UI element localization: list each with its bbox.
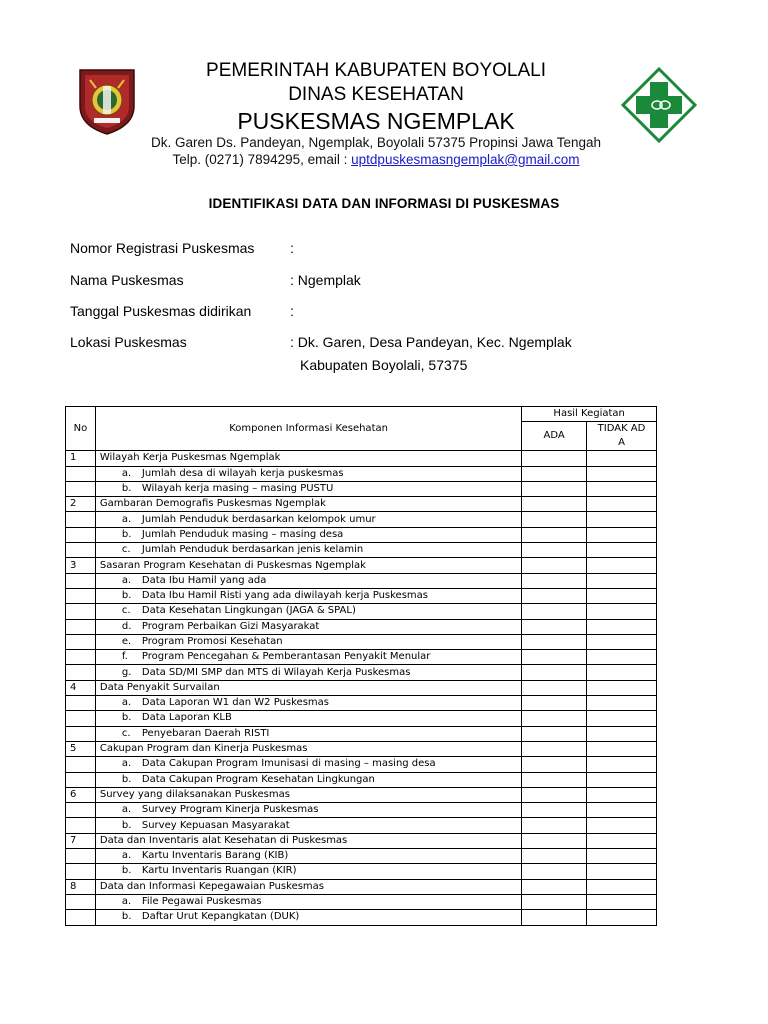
item-letter: a. <box>121 467 132 479</box>
item-text: Wilayah kerja masing – masing PUSTU <box>141 483 334 495</box>
ada-cell[interactable] <box>522 711 587 726</box>
item-letter: b. <box>121 528 132 540</box>
tidak-ada-cell[interactable] <box>587 879 657 894</box>
col-header-tidak-line2: A <box>618 437 625 449</box>
row-number <box>66 481 96 496</box>
item-letter: a. <box>121 804 132 816</box>
tidak-ada-cell[interactable] <box>587 680 657 695</box>
table-row <box>66 558 657 573</box>
item-text: File Pegawai Puskesmas <box>141 896 262 908</box>
section-title: Data dan Inventaris alat Kesehatan di Puskesmas <box>95 833 521 848</box>
item-text: Program Perbaikan Gizi Masyarakat <box>141 620 320 632</box>
item-text: Data SD/MI SMP dan MTS di Wilayah Kerja Puskesmas <box>141 666 411 678</box>
row-number <box>66 696 96 711</box>
item-letter: f. <box>121 651 128 663</box>
table-row <box>66 665 657 680</box>
row-number <box>66 818 96 833</box>
row-number <box>66 512 96 527</box>
row-number <box>66 803 96 818</box>
item-text: Survey Kepuasan Masyarakat <box>141 819 290 831</box>
item-text: Program Promosi Kesehatan <box>141 636 283 647</box>
ada-cell[interactable] <box>522 680 587 695</box>
table-row <box>66 588 657 603</box>
header-agency: DINAS KESEHATAN <box>288 84 464 105</box>
item-cell <box>95 696 521 711</box>
ada-cell[interactable] <box>522 466 587 481</box>
table-row <box>66 879 657 894</box>
tidak-ada-cell[interactable] <box>587 757 657 772</box>
item-cell <box>95 543 521 558</box>
checklist-table <box>65 406 657 926</box>
info-value: : Ngemplak <box>290 272 361 288</box>
row-number <box>66 650 96 665</box>
section-title: Data Penyakit Survailan <box>95 680 521 695</box>
item-letter: a. <box>121 697 132 709</box>
item-text: Survey Program Kinerja Puskesmas <box>141 804 319 816</box>
ada-cell[interactable] <box>522 787 587 802</box>
tidak-ada-cell[interactable] <box>587 711 657 726</box>
item-cell <box>95 588 521 603</box>
tidak-ada-cell[interactable] <box>587 588 657 603</box>
table-row <box>66 711 657 726</box>
tidak-ada-cell[interactable] <box>587 741 657 756</box>
ada-cell[interactable] <box>522 803 587 818</box>
table-row <box>66 619 657 634</box>
tidak-ada-cell[interactable] <box>587 558 657 573</box>
ada-cell[interactable] <box>522 910 587 925</box>
table-row <box>66 818 657 833</box>
item-letter: b. <box>121 819 132 831</box>
ada-cell[interactable] <box>522 879 587 894</box>
tidak-ada-cell[interactable] <box>587 696 657 711</box>
header-contact <box>0 152 752 167</box>
row-number <box>66 604 96 619</box>
tidak-ada-cell[interactable] <box>587 543 657 558</box>
table-row <box>66 512 657 527</box>
ada-cell[interactable] <box>522 481 587 496</box>
item-cell <box>95 512 521 527</box>
row-number <box>66 588 96 603</box>
header-address: Dk. Garen Ds. Pandeyan, Ngemplak, Boyolali 57375 Propinsi Jawa Tengah <box>150 135 601 150</box>
item-cell <box>95 665 521 680</box>
ada-cell[interactable] <box>522 558 587 573</box>
section-title: Gambaran Demografis Puskesmas Ngemplak <box>95 497 521 512</box>
item-cell <box>95 864 521 879</box>
table-row <box>66 910 657 925</box>
tidak-ada-cell[interactable] <box>587 634 657 649</box>
table-row <box>66 481 657 496</box>
item-cell <box>95 650 521 665</box>
ada-cell[interactable] <box>522 604 587 619</box>
row-number <box>66 619 96 634</box>
row-number <box>66 466 96 481</box>
item-cell <box>95 481 521 496</box>
table-row <box>66 573 657 588</box>
row-number: 1 <box>66 451 96 466</box>
item-text: Data Cakupan Program Kesehatan Lingkungan <box>141 773 375 785</box>
tidak-ada-cell[interactable] <box>587 619 657 634</box>
item-letter: b. <box>121 483 132 495</box>
tidak-ada-cell[interactable] <box>587 451 657 466</box>
table-row <box>66 772 657 787</box>
tidak-ada-cell[interactable] <box>587 497 657 512</box>
row-number <box>66 864 96 879</box>
info-label: Nama Puskesmas <box>70 272 184 288</box>
table-row <box>66 604 657 619</box>
header-puskesmas-name: PUSKESMAS NGEMPLAK <box>237 108 515 134</box>
row-number <box>66 910 96 925</box>
tidak-ada-cell[interactable] <box>587 864 657 879</box>
ada-cell[interactable] <box>522 772 587 787</box>
tidak-ada-cell[interactable] <box>587 527 657 542</box>
tidak-ada-cell[interactable] <box>587 665 657 680</box>
row-number <box>66 711 96 726</box>
row-number: 6 <box>66 787 96 802</box>
row-number: 3 <box>66 558 96 573</box>
item-letter: a. <box>121 574 132 586</box>
row-number <box>66 634 96 649</box>
email-link[interactable]: uptdpuskesmasngemplak@gmail.com <box>351 152 580 167</box>
row-number: 8 <box>66 879 96 894</box>
item-cell <box>95 849 521 864</box>
row-number: 7 <box>66 833 96 848</box>
item-text: Jumlah desa di wilayah kerja puskesmas <box>141 467 344 479</box>
tidak-ada-cell[interactable] <box>587 833 657 848</box>
ada-cell[interactable] <box>522 543 587 558</box>
item-text: Data Cakupan Program Imunisasi di masing – masing desa <box>141 758 436 770</box>
section-title: Cakupan Program dan Kinerja Puskesmas <box>95 741 521 756</box>
section-title: Survey yang dilaksanakan Puskesmas <box>95 787 521 802</box>
item-cell <box>95 634 521 649</box>
table-body <box>66 451 657 925</box>
item-letter: b. <box>121 911 132 923</box>
item-letter: c. <box>121 727 131 739</box>
table-row <box>66 849 657 864</box>
item-letter: d. <box>121 620 132 632</box>
section-title: Sasaran Program Kesehatan di Puskesmas Ngemplak <box>95 558 521 573</box>
table-row <box>66 451 657 466</box>
table-row <box>66 726 657 741</box>
tidak-ada-cell[interactable] <box>587 803 657 818</box>
info-value: : Dk. Garen, Desa Pandeyan, Kec. Ngemplak <box>290 334 572 350</box>
table-row <box>66 894 657 909</box>
info-label: Nomor Registrasi Puskesmas <box>70 240 255 256</box>
item-text: Jumlah Penduduk berdasarkan jenis kelamin <box>141 544 364 556</box>
tidak-ada-cell[interactable] <box>587 604 657 619</box>
item-letter: c. <box>121 605 131 617</box>
tidak-ada-cell[interactable] <box>587 818 657 833</box>
ada-cell[interactable] <box>522 573 587 588</box>
item-letter: a. <box>121 758 132 770</box>
item-text: Data Kesehatan Lingkungan (JAGA & SPAL) <box>141 605 356 617</box>
info-value: Kabupaten Boyolali, 57375 <box>300 357 468 373</box>
item-letter: b. <box>121 773 132 785</box>
tidak-ada-cell[interactable] <box>587 894 657 909</box>
item-text: Jumlah Penduduk berdasarkan kelompok umur <box>141 513 376 525</box>
tidak-ada-cell[interactable] <box>587 481 657 496</box>
item-cell <box>95 619 521 634</box>
item-letter: b. <box>121 590 132 602</box>
item-letter: a. <box>121 513 132 525</box>
row-number <box>66 543 96 558</box>
row-number <box>66 665 96 680</box>
section-title: Wilayah Kerja Puskesmas Ngemplak <box>95 451 521 466</box>
document-title: IDENTIFIKASI DATA DAN INFORMASI DI PUSKESMAS <box>208 196 560 211</box>
ada-cell[interactable] <box>522 497 587 512</box>
item-text: Data Ibu Hamil yang ada <box>141 574 267 586</box>
ada-cell[interactable] <box>522 696 587 711</box>
item-cell <box>95 818 521 833</box>
table-row <box>66 543 657 558</box>
tidak-ada-cell[interactable] <box>587 849 657 864</box>
row-number: 2 <box>66 497 96 512</box>
item-cell <box>95 910 521 925</box>
table-row <box>66 466 657 481</box>
item-cell <box>95 711 521 726</box>
item-text: Jumlah Penduduk masing – masing desa <box>141 528 344 540</box>
table-row <box>66 680 657 695</box>
info-row-name <box>70 272 361 288</box>
col-header-ada: ADA <box>522 422 587 451</box>
table-row <box>66 650 657 665</box>
item-cell <box>95 573 521 588</box>
item-text: Data Ibu Hamil Risti yang ada diwilayah kerja Puskesmas <box>141 590 428 602</box>
ada-cell[interactable] <box>522 650 587 665</box>
ada-cell[interactable] <box>522 619 587 634</box>
table-row <box>66 787 657 802</box>
section-title: Data dan Informasi Kepegawaian Puskesmas <box>95 879 521 894</box>
col-header-component: Komponen Informasi Kesehatan <box>95 407 521 451</box>
row-number <box>66 527 96 542</box>
tidak-ada-cell[interactable] <box>587 650 657 665</box>
header-government: PEMERINTAH KABUPATEN BOYOLALI <box>206 60 546 81</box>
col-header-hasil: Hasil Kegiatan <box>522 407 657 422</box>
info-value: : <box>290 303 294 319</box>
item-letter: c. <box>121 544 131 556</box>
row-number: 5 <box>66 741 96 756</box>
item-cell <box>95 604 521 619</box>
ada-cell[interactable] <box>522 665 587 680</box>
row-number: 4 <box>66 680 96 695</box>
tidak-ada-cell[interactable] <box>587 910 657 925</box>
info-row-founded <box>70 303 294 319</box>
info-row-location-2 <box>70 357 467 373</box>
item-text: Penyebaran Daerah RISTI <box>141 727 270 739</box>
info-row-location <box>70 334 572 350</box>
tidak-ada-cell[interactable] <box>587 466 657 481</box>
ada-cell[interactable] <box>522 864 587 879</box>
tidak-ada-cell[interactable] <box>587 573 657 588</box>
row-number <box>66 757 96 772</box>
table-row <box>66 833 657 848</box>
tidak-ada-cell[interactable] <box>587 512 657 527</box>
table-row <box>66 634 657 649</box>
table-row <box>66 497 657 512</box>
item-cell <box>95 894 521 909</box>
item-letter: g. <box>121 666 132 678</box>
row-number <box>66 894 96 909</box>
table-row <box>66 696 657 711</box>
item-letter: b. <box>121 712 132 724</box>
row-number <box>66 772 96 787</box>
table-row <box>66 741 657 756</box>
row-number <box>66 573 96 588</box>
ada-cell[interactable] <box>522 634 587 649</box>
item-cell <box>95 726 521 741</box>
info-label: Lokasi Puskesmas <box>70 334 187 350</box>
item-text: Data Laporan W1 dan W2 Puskesmas <box>141 697 329 709</box>
info-label: Tanggal Puskesmas didirikan <box>70 303 252 319</box>
item-letter: a. <box>121 896 132 908</box>
ada-cell[interactable] <box>522 741 587 756</box>
item-text: Kartu Inventaris Barang (KIB) <box>141 850 289 862</box>
row-number <box>66 726 96 741</box>
item-cell <box>95 803 521 818</box>
item-cell <box>95 527 521 542</box>
ada-cell[interactable] <box>522 451 587 466</box>
info-row-registration <box>70 240 294 256</box>
item-letter: b. <box>121 865 132 877</box>
table-row <box>66 864 657 879</box>
item-text: Daftar Urut Kepangkatan (DUK) <box>141 911 300 923</box>
tidak-ada-cell[interactable] <box>587 772 657 787</box>
ada-cell[interactable] <box>522 588 587 603</box>
tidak-ada-cell[interactable] <box>587 726 657 741</box>
table-row <box>66 527 657 542</box>
col-header-no: No <box>66 407 96 451</box>
header-phone: Telp. (0271) 7894295, email : <box>172 152 352 167</box>
table-row <box>66 757 657 772</box>
ada-cell[interactable] <box>522 833 587 848</box>
item-letter: a. <box>121 850 132 862</box>
tidak-ada-cell[interactable] <box>587 787 657 802</box>
item-cell <box>95 772 521 787</box>
item-cell <box>95 466 521 481</box>
ada-cell[interactable] <box>522 726 587 741</box>
ada-cell[interactable] <box>522 512 587 527</box>
item-cell <box>95 757 521 772</box>
ada-cell[interactable] <box>522 849 587 864</box>
item-text: Program Pencegahan & Pemberantasan Penyakit Menular <box>141 651 431 663</box>
col-header-tidak-line1: TIDAK AD <box>597 423 646 435</box>
info-value: : <box>290 240 294 256</box>
ada-cell[interactable] <box>522 818 587 833</box>
item-text: Kartu Inventaris Ruangan (KIR) <box>141 865 297 877</box>
col-header-tidak-ada <box>587 422 657 451</box>
ada-cell[interactable] <box>522 527 587 542</box>
ada-cell[interactable] <box>522 894 587 909</box>
item-text: Data Laporan KLB <box>141 712 232 724</box>
row-number <box>66 849 96 864</box>
table-row <box>66 803 657 818</box>
ada-cell[interactable] <box>522 757 587 772</box>
item-letter: e. <box>121 636 132 647</box>
